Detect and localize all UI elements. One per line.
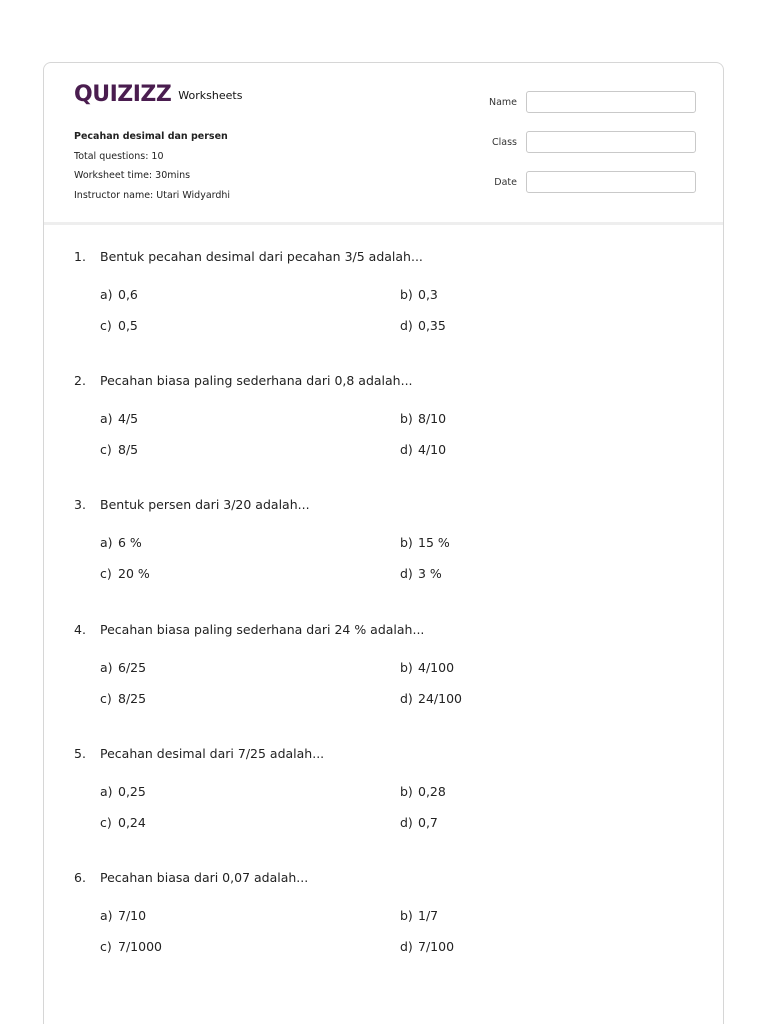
worksheet-title: Pecahan desimal dan persen: [74, 131, 228, 142]
option-letter: b): [400, 535, 413, 551]
question-6: [44, 870, 723, 994]
option-text: 0,35: [418, 318, 446, 333]
option-text: 0,3: [418, 287, 438, 302]
option-a: [100, 784, 146, 799]
option-text: 0,6: [118, 287, 138, 302]
option-a: [100, 908, 146, 923]
name-field[interactable]: [526, 91, 696, 113]
option-text: 0,28: [418, 783, 446, 799]
option-letter: d): [400, 442, 413, 458]
question-5: [44, 746, 723, 870]
option-text: 8/5: [118, 442, 139, 458]
instructor-name: Instructor name: Utari Widyardhi: [74, 189, 231, 201]
option-c: [100, 566, 150, 581]
name-field-row: [474, 91, 696, 131]
option-letter: d): [400, 938, 413, 954]
class-field-row: [474, 131, 696, 171]
option-letter: c): [100, 566, 112, 582]
question-1: [44, 249, 723, 373]
option-letter: a): [100, 287, 113, 302]
option-text: 7/1000: [118, 938, 162, 954]
date-field[interactable]: [526, 171, 696, 193]
question-text: Bentuk pecahan desimal dari pecahan 3/5 adalah...: [100, 249, 423, 264]
option-text: 1/7: [418, 907, 439, 923]
worksheet-meta: [74, 127, 230, 205]
option-d: [400, 815, 438, 830]
option-text: 6/25: [118, 659, 147, 675]
question-4: [44, 622, 723, 746]
option-c: [100, 691, 146, 706]
option-d: [400, 318, 446, 333]
option-a: [100, 535, 142, 550]
option-c: [100, 939, 162, 954]
class-label: Class: [492, 137, 517, 148]
question-3: [44, 497, 723, 621]
option-letter: c): [100, 318, 112, 333]
option-text: 24/100: [418, 690, 462, 706]
option-letter: b): [400, 411, 413, 427]
worksheet-header: [44, 63, 723, 225]
option-letter: d): [400, 814, 413, 830]
option-text: 7/100: [418, 938, 455, 954]
option-letter: b): [400, 907, 413, 923]
option-text: 3 %: [418, 566, 442, 582]
question-number: 5.: [74, 745, 86, 761]
date-label: Date: [494, 177, 517, 188]
option-letter: b): [400, 659, 413, 675]
question-text: Pecahan desimal dari 7/25 adalah...: [100, 745, 325, 761]
option-c: [100, 442, 138, 457]
option-letter: d): [400, 690, 413, 706]
option-letter: d): [400, 566, 413, 582]
brand: [74, 84, 242, 106]
question-text: Pecahan biasa paling sederhana dari 0,8 adalah...: [100, 373, 413, 389]
total-questions: Total questions: 10: [74, 150, 164, 162]
option-letter: d): [400, 318, 413, 333]
option-b: [400, 411, 446, 426]
option-letter: c): [100, 814, 112, 830]
option-letter: a): [100, 411, 113, 427]
option-text: 0,24: [118, 814, 146, 830]
option-text: 4/5: [118, 411, 139, 427]
option-d: [400, 691, 462, 706]
option-b: [400, 287, 438, 302]
option-letter: c): [100, 938, 112, 954]
option-b: [400, 660, 454, 675]
option-a: [100, 287, 138, 302]
date-field-row: [474, 171, 696, 211]
question-text: Bentuk persen dari 3/20 adalah...: [100, 497, 310, 513]
question-number: 4.: [74, 621, 86, 637]
option-d: [400, 939, 454, 954]
option-text: 8/25: [118, 690, 147, 706]
question-2: [44, 373, 723, 497]
option-d: [400, 566, 442, 581]
option-letter: b): [400, 783, 413, 799]
worksheet-card: [43, 62, 724, 1024]
option-b: [400, 908, 438, 923]
class-field[interactable]: [526, 131, 696, 153]
option-letter: a): [100, 907, 113, 923]
option-text: 20 %: [118, 566, 150, 582]
question-list: [44, 249, 723, 994]
option-a: [100, 411, 138, 426]
quizizz-logo: QUIZIZZ: [74, 82, 172, 107]
option-letter: c): [100, 442, 112, 458]
option-text: 0,25: [118, 783, 146, 799]
option-text: 4/10: [418, 442, 447, 458]
option-c: [100, 318, 138, 333]
option-letter: a): [100, 659, 113, 675]
option-text: 0,7: [418, 814, 438, 830]
name-label: Name: [488, 97, 517, 108]
option-text: 4/100: [418, 659, 455, 675]
question-number: 1.: [74, 249, 86, 264]
option-text: 15 %: [418, 535, 450, 551]
question-number: 3.: [74, 497, 86, 513]
option-letter: a): [100, 783, 113, 799]
question-number: 2.: [74, 373, 86, 389]
product-label: Worksheets: [178, 88, 243, 102]
student-fields: [474, 91, 696, 211]
option-letter: c): [100, 690, 112, 706]
option-text: 0,5: [118, 318, 138, 333]
question-text: Pecahan biasa dari 0,07 adalah...: [100, 869, 309, 885]
question-text: Pecahan biasa paling sederhana dari 24 % adalah...: [100, 621, 425, 637]
option-letter: b): [400, 287, 413, 302]
option-letter: a): [100, 535, 113, 551]
option-text: 8/10: [418, 411, 447, 427]
option-a: [100, 660, 146, 675]
option-b: [400, 535, 450, 550]
worksheet-time: Worksheet time: 30mins: [74, 170, 191, 181]
option-d: [400, 442, 446, 457]
option-text: 6 %: [118, 535, 142, 551]
option-text: 7/10: [118, 907, 147, 923]
question-number: 6.: [74, 869, 86, 885]
option-c: [100, 815, 146, 830]
option-b: [400, 784, 446, 799]
